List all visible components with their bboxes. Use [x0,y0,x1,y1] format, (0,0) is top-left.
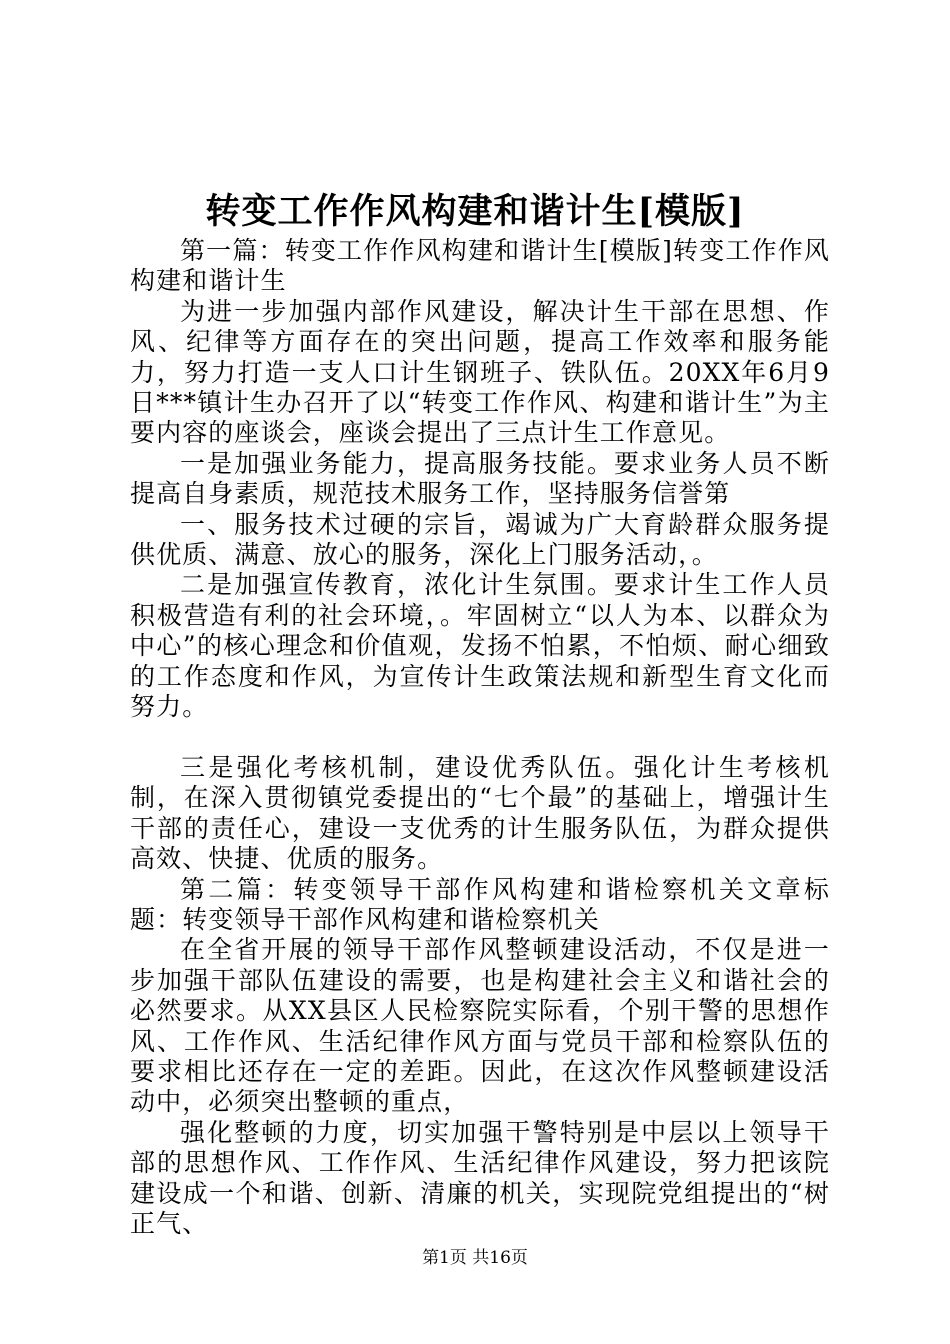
paragraph: 第二篇：转变领导干部作风构建和谐检察机关文章标题：转变领导干部作风构建和谐检察机关 [130,874,830,934]
paragraph: 三是强化考核机制，建设优秀队伍。强化计生考核机制，在深入贯彻镇党委提出的“七个最”的基础上，增强计生干部的责任心，建设一支优秀的计生服务队伍，为群众提供高效、快捷、优质的服务。 [130,752,830,874]
document-title: 转变工作作风构建和谐计生[模版] [205,191,745,232]
paragraph: 一是加强业务能力，提高服务技能。要求业务人员不断提高自身素质，规范技术服务工作，坚持服务信誉第 [130,448,830,509]
paragraph: 强化整顿的力度，切实加强干警特别是中层以上领导干部的思想作风、工作作风、生活纪律作风建设，努力把该院建设成一个和谐、创新、清廉的机关，实现院党组提出的“树正气、 [130,1117,830,1238]
paragraph: 为进一步加强内部作风建设，解决计生干部在思想、作风、纪律等方面存在的突出问题，提高工作效率和服务能力，努力打造一支人口计生钢班子、铁队伍。20XX年6月9日***镇计生办召开了以“转变工作作风、构建和谐计生”为主要内容的座谈会，座谈会提出了三点计生工作意见。 [130,296,830,448]
paragraph: 第一篇：转变工作作风构建和谐计生[模版]转变工作作风构建和谐计生 [130,236,830,296]
paragraph-spacer [130,723,830,753]
document-body [130,236,830,1239]
page-number-footer: 第1页 共16页 [422,1248,528,1268]
paragraph: 二是加强宣传教育，浓化计生氛围。要求计生工作人员积极营造有利的社会环境，。牢固树立“以人为本、以群众为中心”的核心理念和价值观，发扬不怕累，不怕烦、耐心细致的工作态度和作风，为宣传计生政策法规和新型生育文化而努力。 [130,570,830,722]
paragraph: 在全省开展的领导干部作风整顿建设活动，不仅是进一步加强干部队伍建设的需要，也是构建社会主义和谐社会的必然要求。从XX县区人民检察院实际看，个别干警的思想作风、工作作风、生活纪律作风方面与党员干部和检察队伍的要求相比还存在一定的差距。因此，在这次作风整顿建设活动中，必须突出整顿的重点， [130,935,830,1117]
paragraph: 一、服务技术过硬的宗旨，竭诚为广大育龄群众服务提供优质、满意、放心的服务，深化上门服务活动，。 [130,509,830,570]
